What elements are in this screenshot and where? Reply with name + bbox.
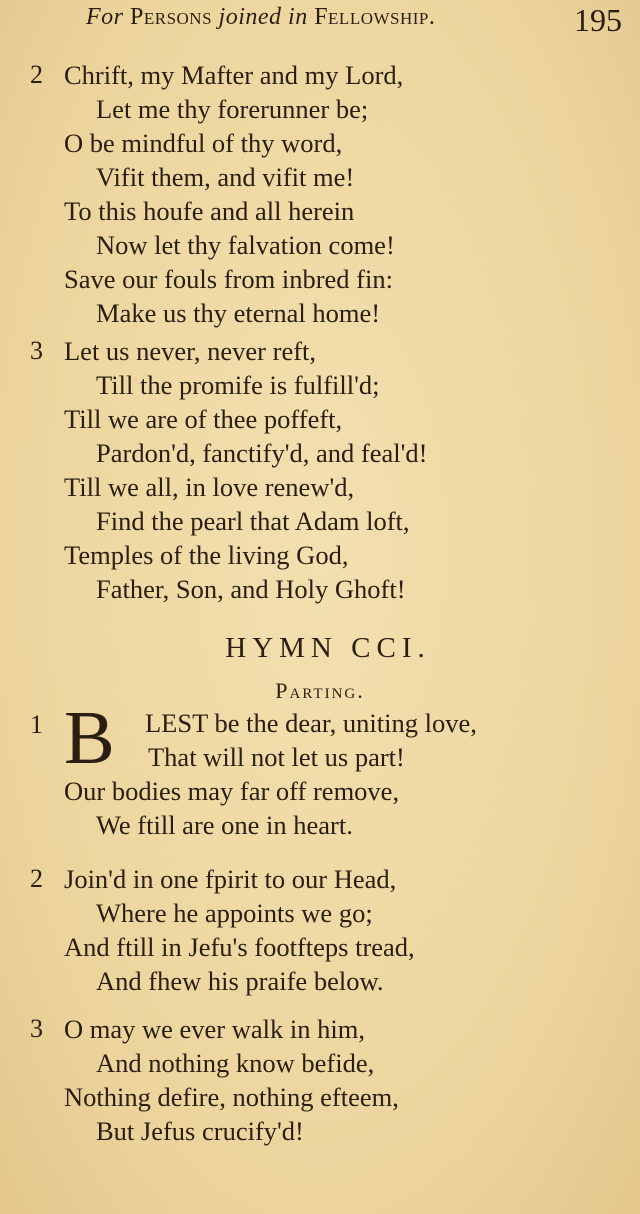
page-header: [0, 2, 640, 42]
verse-3: [0, 1012, 640, 1148]
stanza-number: 2: [30, 60, 43, 89]
verse-line: And fhew his praife below.: [96, 966, 384, 996]
verse-line: Till we all, in love renew'd,: [64, 472, 355, 502]
running-head-middle: joined in: [218, 4, 308, 30]
verse-number: 2: [30, 864, 43, 893]
verse-line: And nothing know befide,: [96, 1048, 375, 1078]
verse-line: O be mindful of thy word,: [64, 128, 343, 158]
verse-line: Let me thy forerunner be;: [96, 94, 369, 124]
stanza-2: [0, 58, 640, 330]
verse-line: And ftill in Jefu's footfteps tread,: [64, 932, 415, 962]
running-head-prefix: For: [86, 4, 124, 30]
running-head: [86, 4, 435, 31]
page-number: 195: [574, 2, 622, 38]
verse-line: Now let thy falvation come!: [96, 230, 395, 260]
verse-line: O may we ever walk in him,: [64, 1014, 365, 1044]
verse-2: [0, 862, 640, 998]
verse-line: Pardon'd, fanctify'd, and feal'd!: [96, 438, 428, 468]
verse-line: Our bodies may far off remove,: [64, 776, 400, 806]
verse-line: That will not let us part!: [148, 742, 405, 772]
verse-line: Where he appoints we go;: [96, 898, 373, 928]
verse-line: Till we are of thee poffeft,: [64, 404, 343, 434]
verse-line: To this houfe and all herein: [64, 196, 355, 226]
drop-cap: B: [64, 696, 115, 780]
verse-line: Join'd in one fpirit to our Head,: [64, 864, 397, 894]
verse-line: Find the pearl that Adam loft,: [96, 506, 410, 536]
verse-line: Father, Son, and Holy Ghoft!: [96, 574, 406, 604]
verse-line: Nothing defire, nothing efteem,: [64, 1082, 399, 1112]
verse-line: Save our fouls from inbred fin:: [64, 264, 393, 294]
stanza-3: [0, 334, 640, 606]
running-head-word-persons: Persons: [130, 4, 213, 30]
verse-line: Make us thy eternal home!: [96, 298, 381, 328]
verse-line: LEST be the dear, uniting love,: [145, 708, 477, 738]
verse-line: Let us never, never reft,: [64, 336, 317, 366]
running-head-word-fellowship: Fellowship.: [314, 4, 436, 30]
verse-line: Chrift, my Mafter and my Lord,: [64, 60, 404, 90]
stanza-number: 3: [30, 336, 43, 365]
verse-number: 3: [30, 1014, 43, 1043]
verse-number: 1: [30, 710, 43, 739]
verse-line: Vifit them, and vifit me!: [96, 162, 355, 192]
verse-line: But Jefus crucify'd!: [96, 1116, 304, 1146]
verse-line: Till the promife is fulfill'd;: [96, 370, 380, 400]
verse-line: Temples of the living God,: [64, 540, 349, 570]
hymn-title: HYMN CCI.: [225, 632, 431, 664]
hymn-subtitle: Parting.: [275, 678, 365, 703]
verse-line: We ftill are one in heart.: [96, 810, 353, 840]
